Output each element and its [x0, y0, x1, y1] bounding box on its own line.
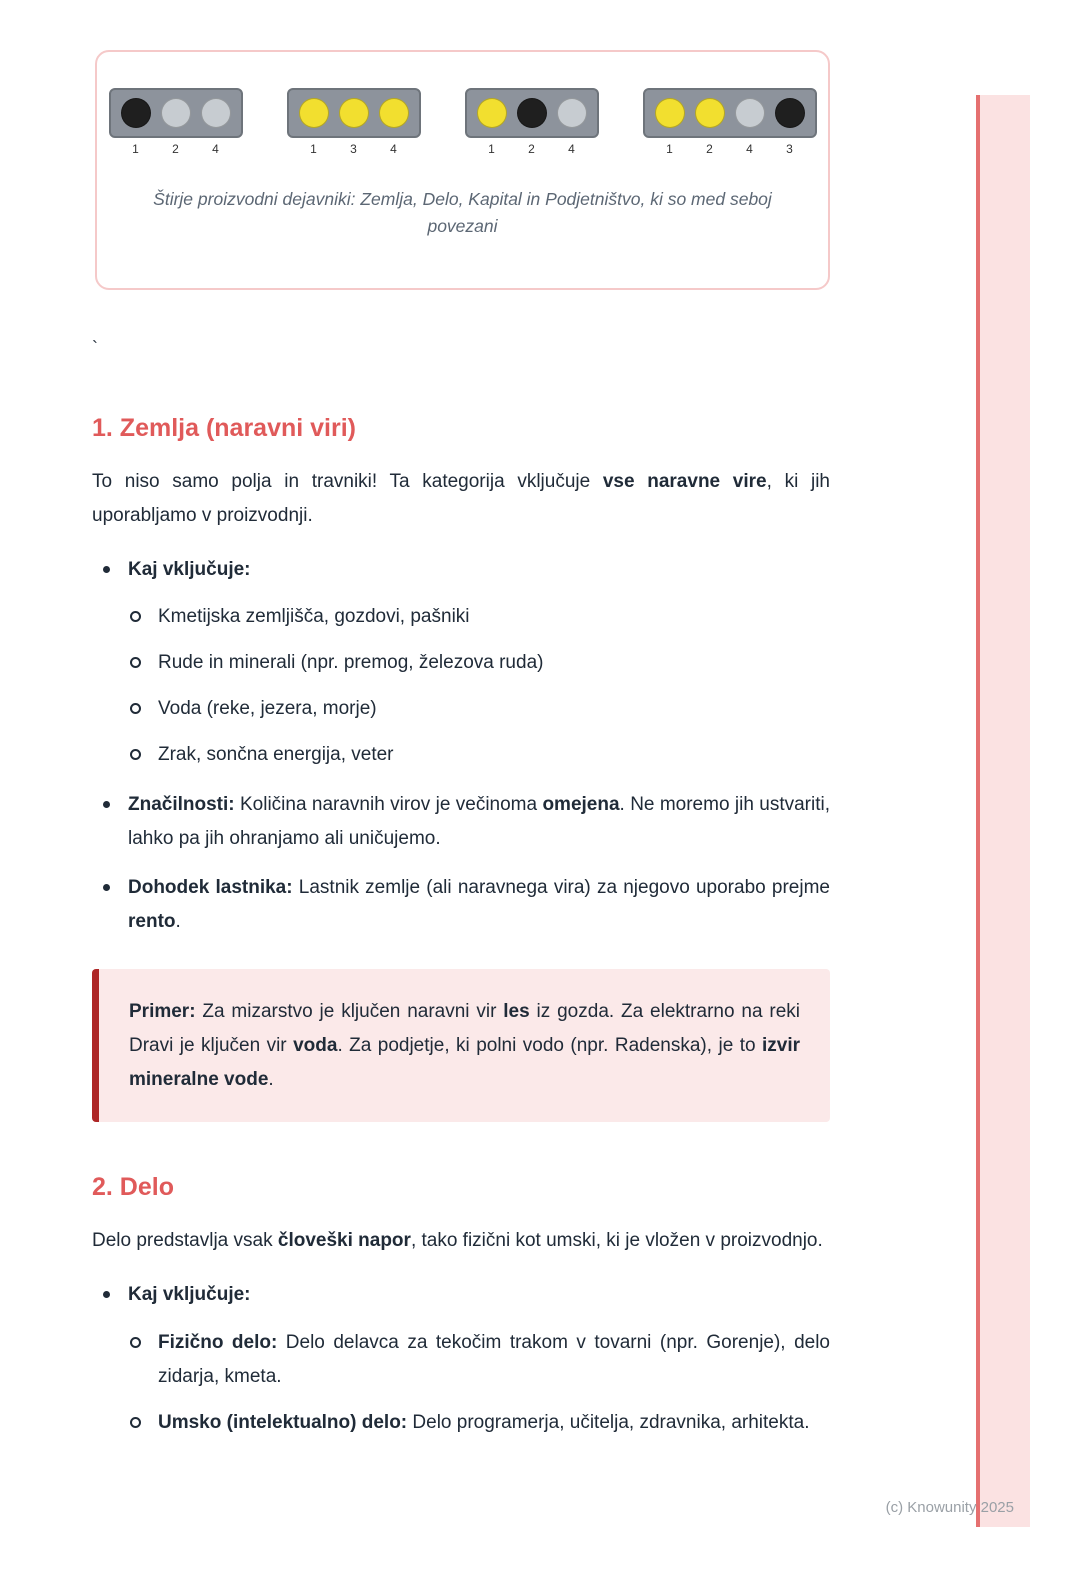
light-number: 1 — [310, 142, 317, 156]
page-edge-strip — [976, 95, 1030, 1527]
bold-text: rento — [128, 911, 176, 933]
light-number: 3 — [786, 142, 793, 156]
yellow-light-icon — [379, 98, 409, 128]
list-item — [92, 1278, 830, 1312]
bold-text: Kaj vključuje: — [128, 558, 251, 580]
bold-text: Značilnosti: — [128, 793, 235, 815]
traffic-panel — [109, 88, 243, 156]
figure-caption: Štirje proizvodni dejavniki: Zemlja, Delo, Kapital in Podjetništvo, ki so med seboj povezani — [153, 189, 772, 237]
traffic-panel-body — [465, 88, 599, 138]
light-number: 4 — [568, 142, 575, 156]
light-number: 4 — [390, 142, 397, 156]
list-subitem — [92, 1406, 830, 1440]
list-item — [92, 871, 830, 939]
yellow-light-icon — [299, 98, 329, 128]
bold-text: Kaj vključuje: — [128, 1284, 251, 1306]
example-callout — [92, 969, 830, 1122]
text-segment: Delo delavca za tekočim trakom v tovarni (npr. Gorenje), delo zidarja, kmeta. — [158, 1332, 830, 1387]
text-segment: Delo predstavlja vsak — [92, 1230, 278, 1252]
text-segment: Lastnik zemlje (ali naravnega vira) za njegovo uporabo prejme — [292, 877, 830, 899]
section1-intro — [92, 465, 830, 533]
bold-text: les — [503, 1000, 530, 1022]
yellow-light-icon — [477, 98, 507, 128]
light-number: 1 — [666, 142, 673, 156]
text-segment: To niso samo polja in travniki! Ta kategorija vključuje — [92, 471, 603, 492]
section2-heading: 2. Delo — [92, 1173, 174, 1202]
text-segment: . — [175, 911, 181, 933]
bold-text: Primer: — [129, 1000, 196, 1022]
traffic-panel — [465, 88, 599, 156]
text-segment: , tako fizični kot umski, ki je vložen v proizvodnjo. — [410, 1230, 823, 1252]
section2-list — [92, 1278, 830, 1439]
bold-text: omejena — [542, 793, 620, 815]
bold-text: Fizično delo: — [158, 1332, 278, 1353]
traffic-panel-body — [109, 88, 243, 138]
bold-text: Umsko (intelektualno) delo: — [158, 1411, 408, 1433]
black-light-icon — [775, 98, 805, 128]
yellow-light-icon — [655, 98, 685, 128]
light-number: 1 — [488, 142, 495, 156]
figure-card — [95, 50, 830, 290]
light-number: 2 — [172, 142, 179, 156]
callout-text — [129, 995, 800, 1096]
bold-text: voda — [293, 1034, 338, 1056]
light-number: 3 — [350, 142, 357, 156]
text-segment: Delo programerja, učitelja, zdravnika, arhitekta. — [407, 1411, 810, 1433]
copyright-note: (c) Knowunity 2025 — [885, 1499, 1014, 1516]
panel-labels — [289, 142, 419, 156]
light-number: 2 — [528, 142, 535, 156]
traffic-panel — [287, 88, 421, 156]
gray-light-icon — [735, 98, 765, 128]
list-item — [92, 788, 830, 856]
text-segment: iz gozda. Za elektrarno na reki Dravi je ključen vir — [129, 1000, 800, 1056]
list-subitem: Kmetijska zemljišča, gozdovi, pašniki — [92, 600, 830, 634]
black-light-icon — [517, 98, 547, 128]
text-segment: Za mizarstvo je ključen naravni vir — [195, 1000, 504, 1022]
text-segment: . Ne moremo jih ustvariti, lahko pa jih ohranjamo ali uničujemo. — [128, 793, 830, 849]
bold-text: izvir mineralne vode — [129, 1034, 801, 1090]
gray-light-icon — [201, 98, 231, 128]
section2-intro — [92, 1224, 830, 1258]
text-segment: , ki jih uporabljamo v proizvodnji. — [92, 471, 830, 526]
yellow-light-icon — [695, 98, 725, 128]
bold-text: vse naravne vire — [602, 471, 767, 492]
text-segment: . Za podjetje, ki polni vodo (npr. Radenska), je to — [337, 1034, 762, 1056]
traffic-panel-body — [643, 88, 817, 138]
traffic-panel — [643, 88, 817, 156]
text-segment: Količina naravnih virov je večinoma — [234, 793, 543, 815]
list-subitem — [92, 1326, 830, 1394]
bold-text: človeški napor — [277, 1230, 411, 1252]
bold-text: Dohodek lastnika: — [128, 877, 293, 899]
list-subitem: Zrak, sončna energija, veter — [92, 738, 830, 772]
yellow-light-icon — [339, 98, 369, 128]
traffic-panels — [121, 88, 804, 156]
section1-heading: 1. Zemlja (naravni viri) — [92, 414, 356, 442]
list-item — [92, 553, 830, 587]
panel-labels — [111, 142, 241, 156]
traffic-panel-body — [287, 88, 421, 138]
text-segment: . — [268, 1068, 274, 1090]
list-subitem: Voda (reke, jezera, morje) — [92, 692, 830, 726]
panel-labels — [467, 142, 597, 156]
light-number: 4 — [746, 142, 753, 156]
gray-light-icon — [557, 98, 587, 128]
light-number: 4 — [212, 142, 219, 156]
panel-labels — [645, 142, 815, 156]
stray-backtick: ` — [92, 338, 98, 358]
light-number: 1 — [132, 142, 139, 156]
light-number: 2 — [706, 142, 713, 156]
list-subitem: Rude in minerali (npr. premog, železova ruda) — [92, 646, 830, 680]
gray-light-icon — [161, 98, 191, 128]
section1-list — [92, 553, 830, 939]
black-light-icon — [121, 98, 151, 128]
